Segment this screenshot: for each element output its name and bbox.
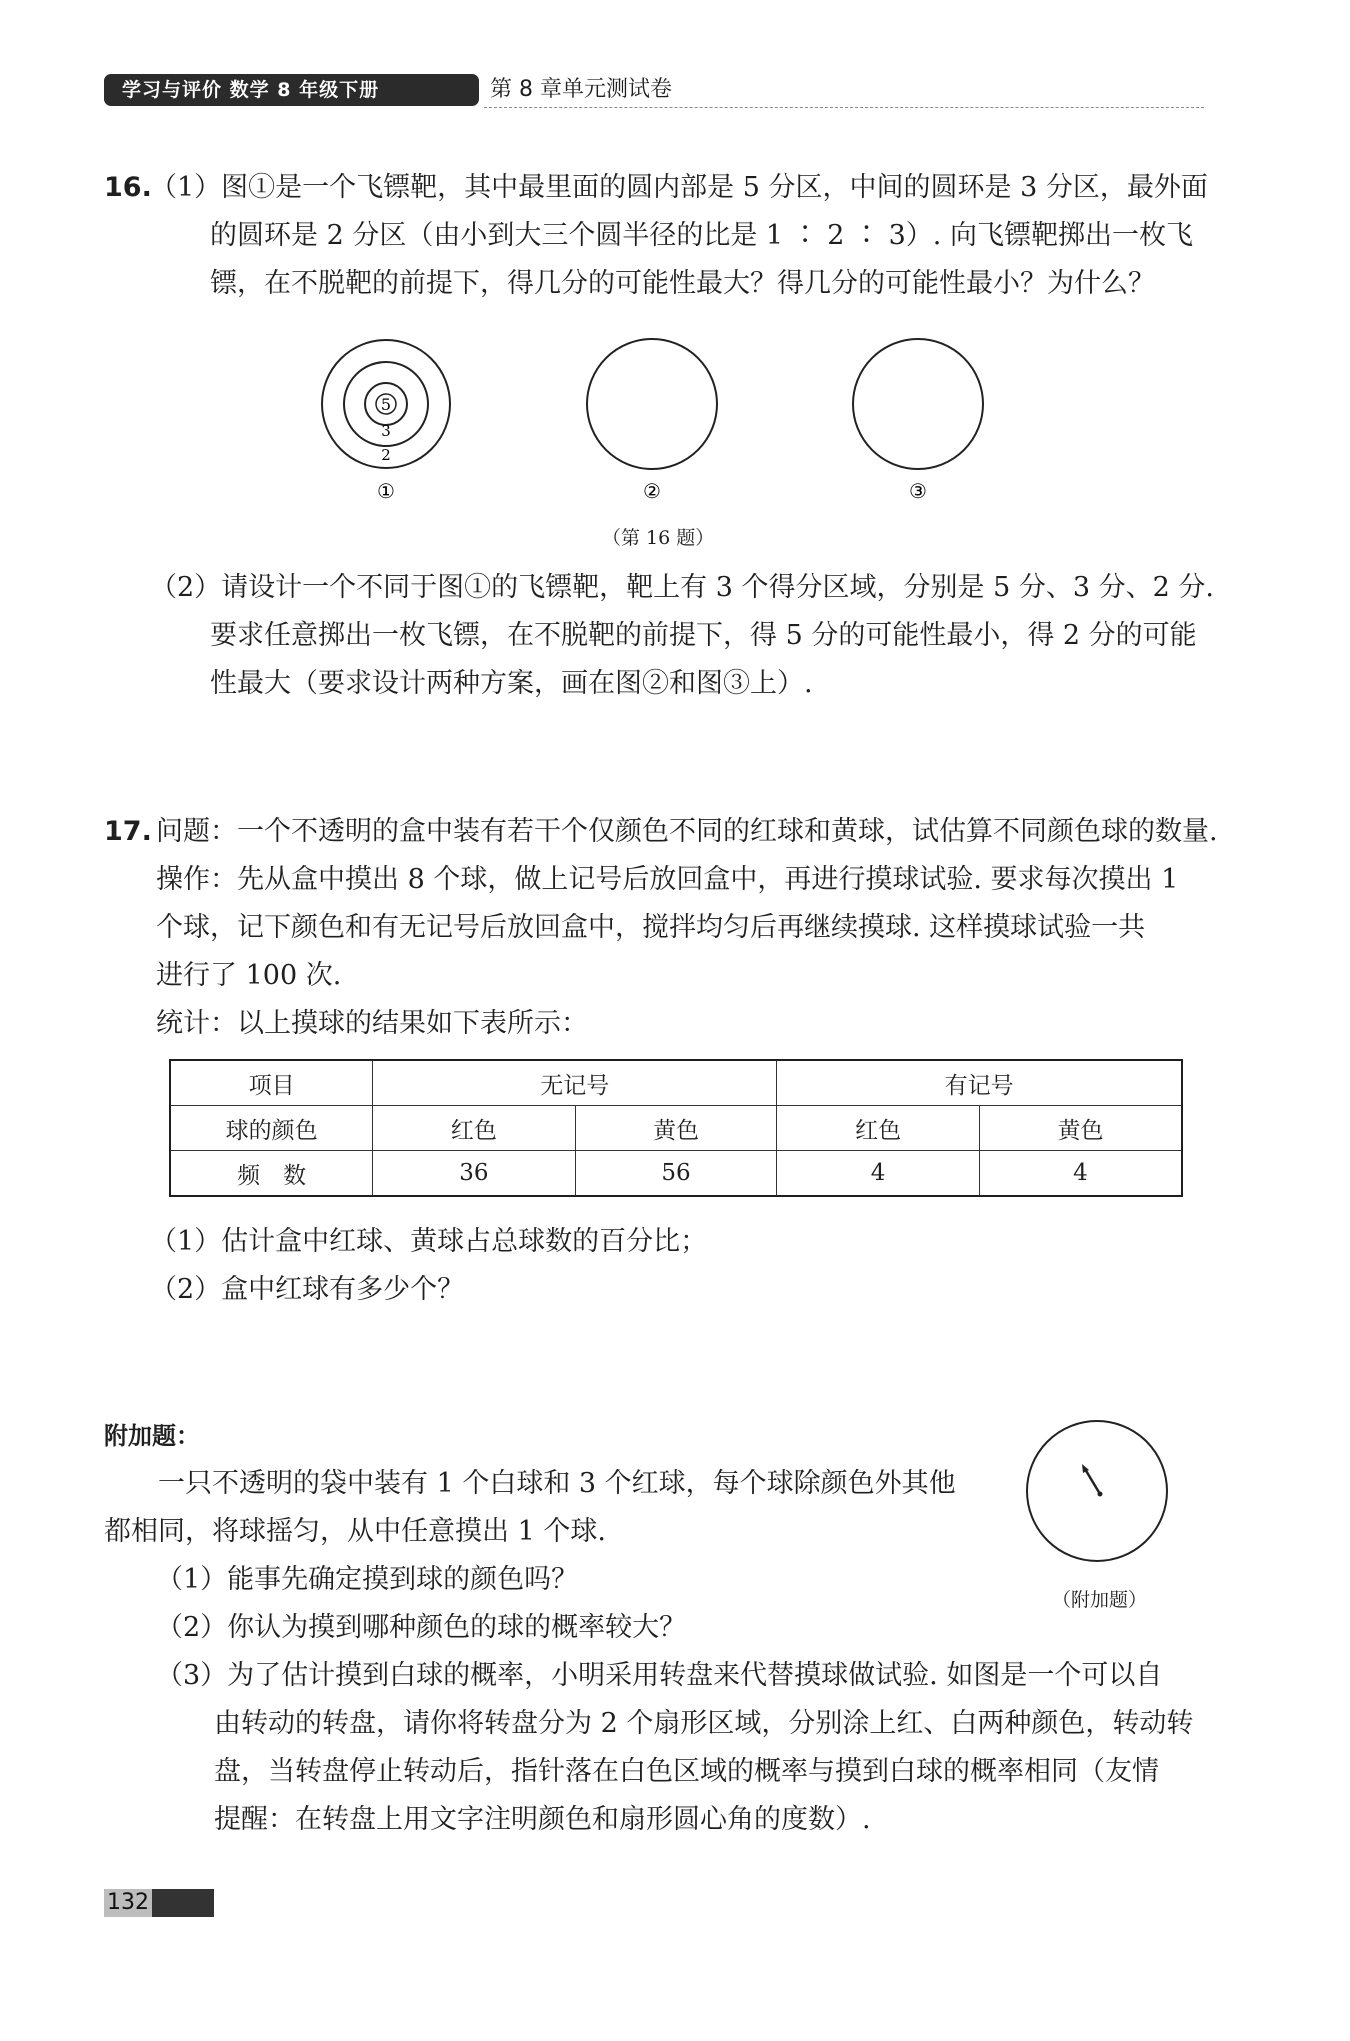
q17-line: 统计：以上摸球的结果如下表所示： [156, 1008, 588, 1039]
dartboard-3-blank [853, 339, 983, 469]
figure-label-3: ③ [909, 479, 927, 503]
figure-label-1: ① [377, 479, 395, 503]
spinner-pointer [1085, 1469, 1100, 1494]
table-cell: 56 [575, 1151, 777, 1197]
extra-title: 附加题： [104, 1422, 200, 1450]
spinner [1022, 1416, 1172, 1566]
table-cell: 球的颜色 [170, 1106, 373, 1151]
spinner-center [1098, 1492, 1103, 1497]
q16-part1-line: 镖，在不脱靶的前提下，得几分的可能性最大？得几分的可能性最小？为什么？ [210, 268, 1155, 299]
extra-intro-line: 一只不透明的袋中装有 1 个白球和 3 个红球，每个球除颜色外其他 [158, 1468, 956, 1499]
extra-intro-line: 都相同，将球摇匀，从中任意摸出 1 个球. [104, 1516, 606, 1547]
figure-label-2: ② [643, 479, 661, 503]
dartboard-1 [322, 340, 450, 468]
q17-line: 个球，记下颜色和有无记号后放回盒中，搅拌均匀后再继续摸球. 这样摸球试验一共 [156, 912, 1146, 943]
header-badge: 学习与评价 数学 8 年级下册 [104, 74, 479, 106]
q16-part2-line: 性最大（要求设计两种方案，画在图②和图③上）. [210, 668, 813, 699]
extra-sub-line: （2）你认为摸到哪种颜色的球的概率较大？ [156, 1612, 687, 1643]
table-cell: 4 [979, 1151, 1182, 1197]
q17-line: 问题：一个不透明的盒中装有若干个仅颜色不同的红球和黄球，试估算不同颜色球的数量. [156, 816, 1218, 847]
table-cell: 项目 [170, 1060, 373, 1106]
table-row [170, 1060, 1182, 1106]
zone-2-label: 2 [381, 446, 391, 464]
q16-caption: （第 16 题） [602, 527, 715, 549]
table-row [170, 1151, 1182, 1197]
extra-sub-line: （1）能事先确定摸到球的颜色吗？ [156, 1564, 579, 1595]
zone-5-label: 5 [380, 395, 392, 414]
q16-part1-line: （1）图①是一个飞镖靶，其中最里面的圆内部是 5 分区，中间的圆环是 3 分区，最外面 [150, 172, 1208, 203]
dartboard-figures [300, 330, 1020, 510]
page-number: 132 [104, 1889, 152, 1917]
table-cell: 36 [373, 1151, 576, 1197]
q16-part2-line: （2）请设计一个不同于图①的飞镖靶，靶上有 3 个得分区域，分别是 5 分、3 分、2 分. [150, 572, 1214, 603]
q17-sub-line: （1）估计盒中红球、黄球占总球数的百分比； [150, 1226, 708, 1257]
q17-line: 操作：先从盒中摸出 8 个球，做上记号后放回盒中，再进行摸球试验. 要求每次摸出 1 [156, 864, 1179, 895]
q16-part1-line: 的圆环是 2 分区（由小到大三个圆半径的比是 1 ∶ 2 ∶ 3）. 向飞镖靶掷出一枚飞 [210, 220, 1193, 251]
q17-sub-line: （2）盒中红球有多少个？ [150, 1274, 465, 1305]
q17-line: 进行了 100 次. [156, 960, 342, 991]
extra-sub-line: 盘，当转盘停止转动后，指针落在白色区域的概率与摸到白球的概率相同（友情 [214, 1756, 1159, 1787]
zone-3-label: 3 [381, 422, 391, 440]
table-cell: 黄色 [575, 1106, 777, 1151]
chapter-title: 第 8 章单元测试卷 [490, 77, 672, 102]
table-row [170, 1106, 1182, 1151]
table-cell: 频 数 [170, 1151, 373, 1197]
extra-sub-line: 提醒：在转盘上用文字注明颜色和扇形圆心角的度数）. [214, 1804, 871, 1835]
q16-part2-line: 要求任意掷出一枚飞镖，在不脱靶的前提下，得 5 分的可能性最小，得 2 分的可能 [210, 620, 1197, 651]
table-cell: 有记号 [777, 1060, 1182, 1106]
table-cell: 4 [777, 1151, 980, 1197]
dartboard-2-blank [587, 339, 717, 469]
table-cell: 黄色 [979, 1106, 1182, 1151]
table-cell: 红色 [777, 1106, 980, 1151]
result-table [169, 1059, 1183, 1197]
table-cell: 红色 [373, 1106, 576, 1151]
q17-number: 17. [104, 816, 152, 847]
table-cell: 无记号 [373, 1060, 777, 1106]
q16-number: 16. [104, 172, 152, 203]
extra-sub-line: （3）为了估计摸到白球的概率，小明采用转盘来代替摸球做试验. 如图是一个可以自 [156, 1660, 1163, 1691]
extra-sub-line: 由转动的转盘，请你将转盘分为 2 个扇形区域，分别涂上红、白两种颜色，转动转 [214, 1708, 1194, 1739]
header-rule [484, 107, 1204, 108]
extra-caption: （附加题） [1052, 1589, 1148, 1611]
